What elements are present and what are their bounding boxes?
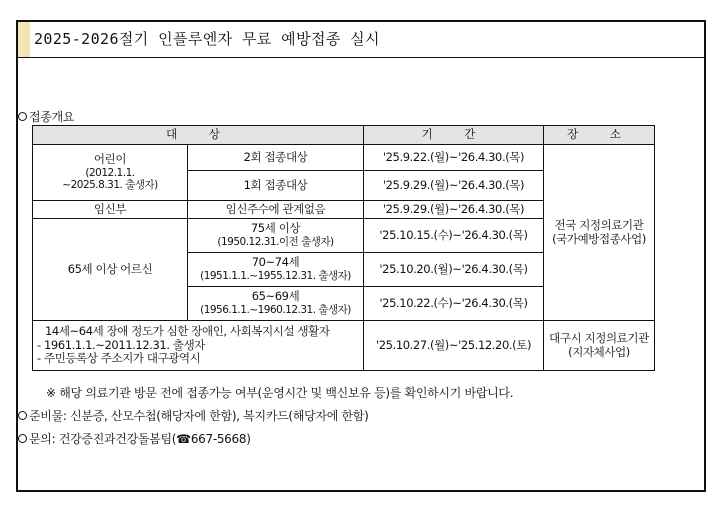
children-group-cell	[33, 145, 188, 201]
disabled-line3: - 주민등록상 주소지가 대구광역시	[37, 351, 201, 366]
elderly-age: 65~69세	[251, 289, 300, 304]
daegu-place-line1: 대구시 지정의료기관	[549, 330, 649, 345]
elderly-birth: (1956.1.1.~1960.12.31. 출생자)	[200, 304, 351, 317]
children-dose-two: 2회 접종대상	[188, 145, 364, 171]
daegu-place-cell	[544, 321, 655, 371]
children-birth-line2: ~2025.8.31. 출생자)	[62, 179, 158, 192]
disabled-target-cell	[33, 321, 364, 371]
prep-text: 준비물: 신분증, 산모수첩(해당자에 한함), 복지카드(해당자에 한함)	[29, 409, 369, 423]
children-period-two: '25.9.22.(월)~'26.4.30.(목)	[364, 145, 544, 171]
page-title: 2025-2026절기 인플루엔자 무료 예방접종 실시	[34, 30, 380, 48]
children-birth-line1: (2012.1.1.	[85, 166, 135, 179]
overview-heading	[18, 108, 74, 125]
elderly-birth: (1951.1.1.~1955.12.31. 출생자)	[200, 270, 351, 283]
elderly-age-cell	[188, 287, 364, 321]
elderly-period: '25.10.20.(월)~'26.4.30.(목)	[364, 253, 544, 287]
elderly-birth: (1950.12.31.이전 출생자)	[217, 236, 334, 249]
table-row	[33, 145, 655, 171]
header-period: 기 간	[364, 126, 544, 145]
header-target: 대 상	[33, 126, 364, 145]
disabled-line1: 14세~64세 장애 정도가 심한 장애인, 사회복지시설 생활자	[45, 323, 330, 338]
daegu-place-line2: (지자체사업)	[568, 344, 630, 359]
disabled-period: '25.10.27.(월)~'25.12.20.(토)	[364, 321, 544, 371]
overview-label: 접종개요	[29, 110, 75, 124]
elderly-age-cell	[188, 253, 364, 287]
phone-number: 667-5668	[190, 432, 247, 446]
national-place-line2: (국가예방접종사업)	[552, 231, 646, 246]
children-dose-one: 1회 접종대상	[188, 171, 364, 201]
national-place-cell	[544, 145, 655, 321]
prep-line	[18, 407, 368, 424]
table-row	[33, 321, 655, 371]
children-label: 어린이	[93, 152, 127, 166]
contact-close: )	[246, 432, 251, 446]
circle-bullet-icon	[18, 411, 27, 420]
elderly-age-cell	[188, 219, 364, 253]
elderly-age: 75세 이상	[250, 221, 301, 236]
elderly-label: 65세 이상 어르신	[33, 219, 188, 321]
table-header-row	[33, 126, 655, 145]
phone-icon: ☎	[176, 432, 191, 446]
circle-bullet-icon	[18, 112, 27, 121]
title-bar	[18, 22, 704, 58]
visit-notice: ※ 해당 의료기관 방문 전에 접종가능 여부(운영시간 및 백신보유 등)를 확인하시기 바랍니다.	[46, 386, 514, 400]
pregnant-label: 임신부	[33, 201, 188, 219]
contact-text: 문의: 건강증진과건강돌봄팀(	[29, 432, 177, 446]
elderly-age: 70~74세	[251, 255, 300, 270]
national-place-line1: 전국 지정의료기관	[554, 217, 644, 232]
elderly-period: '25.10.22.(수)~'26.4.30.(목)	[364, 287, 544, 321]
circle-bullet-icon	[18, 434, 27, 443]
children-period-one: '25.9.29.(월)~'26.4.30.(목)	[364, 171, 544, 201]
pregnant-detail: 임신주수에 관계없음	[188, 201, 364, 219]
header-place: 장 소	[544, 126, 655, 145]
disabled-line2: - 1961.1.1.~2011.12.31. 출생자	[37, 337, 205, 352]
contact-line	[18, 430, 251, 447]
notice-panel	[16, 20, 706, 492]
pregnant-period: '25.9.29.(월)~'26.4.30.(목)	[364, 201, 544, 219]
vaccination-schedule-table	[32, 125, 655, 371]
title-accent	[18, 22, 30, 57]
elderly-period: '25.10.15.(수)~'26.4.30.(목)	[364, 219, 544, 253]
